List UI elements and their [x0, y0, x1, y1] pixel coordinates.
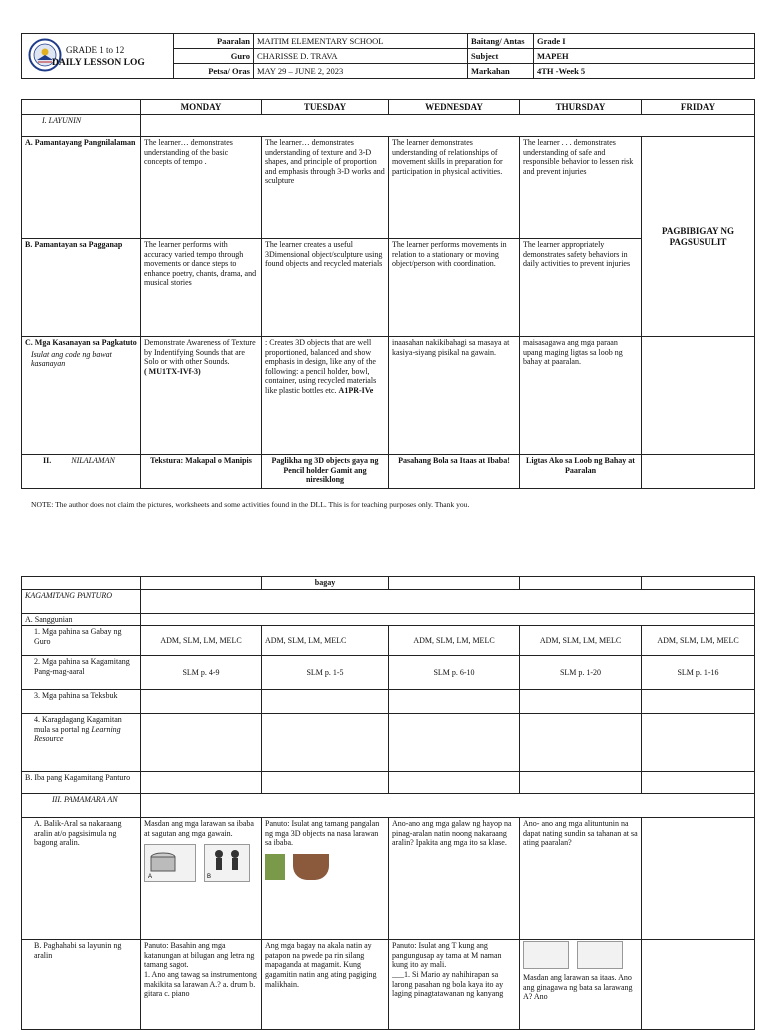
p2-top-mon [141, 577, 262, 590]
value-paaralan: MAITIM ELEMENTARY SCHOOL [254, 34, 468, 49]
balik-aral-label: A. Balik-Aral sa nakaraang aralin at/o pagsisimula ng bagong aralin. [22, 818, 141, 940]
iba-pa-thu [520, 772, 642, 794]
balik-aral-tuesday-pictures [265, 854, 385, 880]
sanggunian-blank [141, 613, 755, 626]
kasanayan-label: C. Mga Kasanayan sa Pagkatuto [25, 338, 137, 347]
value-baitang: Grade I [534, 34, 755, 49]
label-paaralan: Paaralan [174, 34, 254, 49]
row-a-monday: The learner… demonstrates understanding of the basic concepts of tempo . [141, 137, 262, 239]
nilalaman-label: NILALAMAN [71, 456, 115, 465]
row-c-monday [141, 337, 262, 455]
ref-teksbuk-fri [642, 690, 755, 714]
grade-title: GRADE 1 to 12 [66, 45, 125, 55]
ref-karagdagang-text: 4. Karagdagang Kagamitan mula sa portal ng [34, 715, 122, 734]
label-baitang: Baitang/ Antas [468, 34, 534, 49]
ref-gabay-thu: ADM, SLM, LM, MELC [520, 626, 642, 656]
ref-teksbuk-tue [262, 690, 389, 714]
paghahabi-tuesday: Ang mga bagay na akala natin ay patapon na pwede pa rin silang mapaganda at magamit. Kung gagamitin natin ang ating pagiging malikhain. [262, 940, 389, 1030]
iba-pa-wed [389, 772, 520, 794]
paghahabi-friday [642, 940, 755, 1030]
row-c-wednesday: inaasahan nakikibahagi sa masaya at kasiya-siyang pisikal na gawain. [389, 337, 520, 455]
kagamitan-blank [141, 589, 755, 613]
child-picture-a-icon [523, 941, 569, 969]
ref-gabay-fri: ADM, SLM, LM, MELC [642, 626, 755, 656]
row-c-thursday: maisasagawa ang mga paraan upang maging ligtas sa loob ng bahay at paaralan. [520, 337, 642, 455]
day-header-blank [22, 100, 141, 115]
ref-teksbuk-mon [141, 690, 262, 714]
ref-karagdagang-italic: Learning Resource [34, 724, 121, 744]
iba-pang-kagamitan-label: B. Iba pang Kagamitang Panturo [22, 772, 141, 794]
svg-text:A: A [148, 874, 153, 881]
row-label-pamantayan-sa-pagganap: B. Pamantayan sa Pagganap [22, 239, 141, 337]
ref-gabay-tue: ADM, SLM, LM, MELC [262, 626, 389, 656]
p2-top-wed [389, 577, 520, 590]
p2-top-tue: bagay [262, 577, 389, 590]
row-b-monday: The learner performs with accuracy varied tempo through movements or dance steps to enhance poetry, chants, drama, and musical stories [141, 239, 262, 337]
day-header-thursday: THURSDAY [520, 100, 642, 115]
label-petsa: Petsa/ Oras [174, 64, 254, 79]
header-logo-cell [22, 34, 174, 79]
row-label-pamantayang-pangnilalaman: A. Pamantayang Pangnilalaman [22, 137, 141, 239]
row-b-wednesday: The learner performs movements in relation to a stationary or moving object/person with coordination. [389, 239, 520, 337]
ref-karagdagang-label [22, 714, 141, 772]
ref-gabay-label: 1. Mga pahina sa Gabay ng Guro [22, 626, 141, 656]
paghahabi-thursday-pictures [523, 941, 638, 969]
row-a-tuesday: The learner… demonstrates understanding of texture and 3-D shapes, and principle of proportion and emphasis through 3-D works and sculpture [262, 137, 389, 239]
dll-title: DAILY LESSON LOG [52, 58, 145, 68]
label-subject: Subject [468, 49, 534, 64]
row-label-kasanayan [22, 337, 141, 455]
ref-gabay-wed: ADM, SLM, LM, MELC [389, 626, 520, 656]
label-markahan: Markahan [468, 64, 534, 79]
ref-kagamitan-thu: SLM p. 1-20 [520, 656, 642, 690]
ref-karagdagang-wed [389, 714, 520, 772]
ref-kagamitan-wed: SLM p. 6-10 [389, 656, 520, 690]
p2-top-thu [520, 577, 642, 590]
row-c-monday-code: ( MU1TX-IVf-3) [144, 366, 201, 376]
paghahabi-thursday-text: Masdan ang larawan sa itaas. Ano ang ginagawa ng bata sa larawang A? Ano [523, 973, 633, 1002]
ref-karagdagang-mon [141, 714, 262, 772]
iba-pa-tue [262, 772, 389, 794]
nilalaman-monday: Tekstura: Makapal o Manipis [141, 455, 262, 489]
ref-kagamitan-label: 2. Mga pahina sa Kagamitang Pang-mag-aaral [22, 656, 141, 690]
section-pamamaraan: III. PAMAMARA AN [22, 794, 141, 818]
friday-pagsusulit: PAGBIBIGAY NG PAGSUSULIT [642, 137, 755, 337]
value-guro: CHARISSE D. TRAVA [254, 49, 468, 64]
ref-karagdagang-thu [520, 714, 642, 772]
row-label-nilalaman [22, 455, 141, 489]
row-b-tuesday: The learner creates a useful 3Dimensional object/sculpture using found objects and recycled materials [262, 239, 389, 337]
ref-karagdagang-tue [262, 714, 389, 772]
ref-kagamitan-fri: SLM p. 1-16 [642, 656, 755, 690]
value-petsa: MAY 29 – JUNE 2, 2023 [254, 64, 468, 79]
balik-aral-tuesday-text: Panuto: Isulat ang tamang pangalan ng mga 3D objects na nasa larawan sa ibaba. [265, 819, 380, 848]
nilalaman-thursday: Ligtas Ako sa Loob ng Bahay at Paaralan [520, 455, 642, 489]
day-header-wednesday: WEDNESDAY [389, 100, 520, 115]
balik-aral-monday-text: Masdan ang mga larawan sa ibaba at sagutan ang mga gawain. [144, 819, 254, 838]
row-b-thursday: The learner appropriately demonstrates safety behaviors in daily activities to prevent injuries [520, 239, 642, 337]
ref-teksbuk-label: 3. Mga pahina sa Teksbuk [22, 690, 141, 714]
nilalaman-wednesday: Pasahang Bola sa Itaas at Ibaba! [389, 455, 520, 489]
balik-aral-wednesday: Ano-ano ang mga galaw ng hayop na pinag-aralan natin noong nakaraang aralin? Ipakita ang mga ito sa klase. [389, 818, 520, 940]
day-header-tuesday: TUESDAY [262, 100, 389, 115]
row-a-thursday: The learner . . . demonstrates understanding of safe and responsible behavior to lessen risk and prevent injuries [520, 137, 642, 239]
ref-karagdagang-fri [642, 714, 755, 772]
lesson-table-page2 [21, 576, 755, 1030]
balik-aral-thursday: Ano- ano ang mga alituntunin na dapat nating sundin sa tahanan at sa ating paaralan? [520, 818, 642, 940]
header-table [21, 33, 755, 79]
p2-top-fri [642, 577, 755, 590]
balik-aral-tuesday [262, 818, 389, 940]
value-markahan: 4TH -Week 5 [534, 64, 755, 79]
iba-pa-mon [141, 772, 262, 794]
ref-teksbuk-thu [520, 690, 642, 714]
balik-aral-monday [141, 818, 262, 940]
row-c-tuesday [262, 337, 389, 455]
row-c-monday-text: Demonstrate Awareness of Texture by Indentifying Sounds that are Solo or with other Sounds. [144, 338, 256, 367]
paghahabi-wednesday: Panuto: Isulat ang T kung ang pangungusap ay tama at M naman kung ito ay mali. ___1. Si Mario ay nahihirapan sa larong pasahan ng bola kaya ito ay laging pinagtatawanan ng kanyang [389, 940, 520, 1030]
row-c-friday [642, 337, 755, 455]
bowl-picture-icon [293, 854, 329, 880]
vase-picture-icon [265, 854, 285, 880]
paghahabi-monday: Panuto: Basahin ang mga katanungan at bilugan ang letra ng tamang sagot. 1. Ano ang tawag sa instrumentong makikita sa larawan A.? a. drum b. gitara c. piano [141, 940, 262, 1030]
drum-picture-icon [144, 844, 196, 882]
section-kagamitang-panturo: KAGAMITANG PANTURO [22, 589, 141, 613]
author-note: NOTE: The author does not claim the pictures, worksheets and some activities found in the DLL. This is for teaching purposes only. Thank you. [31, 500, 470, 509]
ref-teksbuk-wed [389, 690, 520, 714]
svg-text:B: B [207, 874, 212, 881]
sanggunian-label: A. Sanggunian [22, 613, 141, 626]
layunin-blank [141, 115, 755, 137]
ref-kagamitan-mon: SLM p. 4-9 [141, 656, 262, 690]
balik-aral-monday-pictures [144, 844, 258, 882]
children-picture-icon [204, 844, 250, 882]
lesson-table-page1 [21, 99, 755, 489]
row-a-wednesday: The learner demonstrates understanding of relationships of movement skills in preparation for participation in physical activities. [389, 137, 520, 239]
section-layunin: I. LAYUNIN [22, 115, 141, 137]
paghahabi-label: B. Paghahabi sa layunin ng aralin [22, 940, 141, 1030]
nilalaman-tuesday: Paglikha ng 3D objects gaya ng Pencil holder Gamit ang niresiklong [262, 455, 389, 489]
row-c-tuesday-text: : Creates 3D objects that are well proportioned, balanced and show emphasis in design, like any of the following: a pencil holder, bowl, container, using recycled materials like plastic bottles etc. [265, 338, 377, 395]
nilalaman-num: II. [43, 456, 52, 465]
iba-pa-fri [642, 772, 755, 794]
paghahabi-thursday [520, 940, 642, 1030]
nilalaman-friday [642, 455, 755, 489]
kasanayan-sublabel: Isulat ang code ng bawat kasanayan [31, 349, 112, 369]
p2-top-blank [22, 577, 141, 590]
ref-gabay-mon: ADM, SLM, LM, MELC [141, 626, 262, 656]
value-subject: MAPEH [534, 49, 755, 64]
day-header-row [22, 100, 755, 115]
ref-kagamitan-tue: SLM p. 1-5 [262, 656, 389, 690]
child-picture-b-icon [577, 941, 623, 969]
day-header-monday: MONDAY [141, 100, 262, 115]
balik-aral-friday [642, 818, 755, 940]
row-c-tuesday-code: A1PR-IVe [338, 385, 374, 395]
label-guro: Guro [174, 49, 254, 64]
pamamaraan-blank [141, 794, 755, 818]
day-header-friday: FRIDAY [642, 100, 755, 115]
